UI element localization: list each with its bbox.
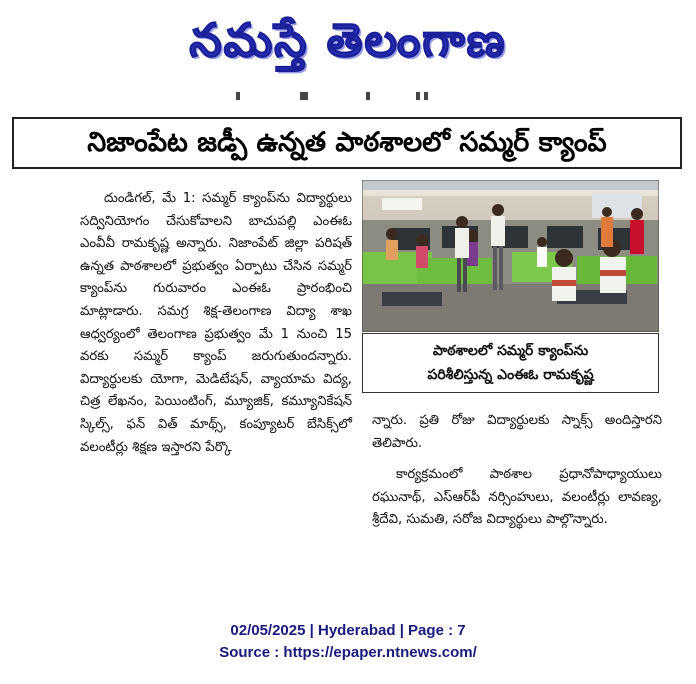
footer: [0, 620, 696, 664]
caption-line: పరిశీలిస్తున్న ఎంఈఓ రామకృష్ణ: [427, 367, 594, 383]
masthead-logo: నమస్తే తెలంగాణ: [189, 13, 507, 67]
article-right-column: [372, 410, 662, 532]
footer-date-line: 02/05/2025 | Hyderabad | Page : 7: [230, 622, 466, 639]
article-paragraph: దుండిగల్‌, మే 1: సమ్మర్‌ క్యాంప్‌ను విద్యార్థులు సద్వినియోగం చేసుకోవాలని బాచుపల్లి ఎంఈఓ ఎంవీవీ రామకృష్ణ అన్నారు. నిజాంపేట్‌ జిల్లా పరిషత్‌ ఉన్నత పాఠశాలలో ప్రభుత్వం ఏర్పాటు చేసిన సమ్మర్‌ క్యాంప్‌ను గురువారం ఎంఈఓ ప్రారంభించి మాట్లాడారు. సమగ్ర శిక్ష-తెలంగాణ విద్యా శాఖ ఆధ్వర్యంలో తెలంగాణ ప్రభుత్వం మే 1 నుంచి 15 వరకు సమ్మర్‌ క్యాంప్‌ జరుగుతుందన్నారు. విద్యార్థులకు యోగా, మెడిటేషన్‌, వ్యాయామ విద్య, చిత్ర లేఖనం, పెయింటింగ్‌, మ్యూజిక్‌, కమ్యూనికేషన్‌ స్కిల్స్‌, ఫన్‌ విత్‌ మాథ్స్‌, కంప్యూటర్‌ బేసిక్స్‌లో వలంటీర్లు శిక్షణ ఇస్తారని పేర్కొ: [80, 191, 352, 455]
cropped-text-fragment: [12, 92, 684, 104]
caption-line: పాఠశాలలో సమ్మర్‌ క్యాంప్‌ను: [432, 343, 589, 359]
article-paragraph: కార్యక్రమంలో పాఠశాల ప్రధానోపాధ్యాయులు రఘునాథ్‌, ఎస్‌ఆర్‌పీ నర్సింహులు, వలంటీర్లు లావణ్య, శ్రీదేవి, సుమతి, సరోజ విద్యార్థులు పాల్గొన్నారు.: [372, 467, 662, 528]
news-photo: [362, 180, 659, 332]
headline: నిజాంపేట జడ్పీ ఉన్నత పాఠశాలలో సమ్మర్‌ క్యాంప్‌: [12, 117, 682, 169]
article-paragraph: న్నారు. ప్రతి రోజు విద్యార్థులకు స్నాక్స్‌ అందిస్తారని తెలిపారు.: [372, 413, 662, 451]
footer-source-line: Source : https://epaper.ntnews.com/: [219, 644, 477, 661]
photo-caption: [362, 333, 659, 393]
article-left-column: [80, 188, 352, 459]
